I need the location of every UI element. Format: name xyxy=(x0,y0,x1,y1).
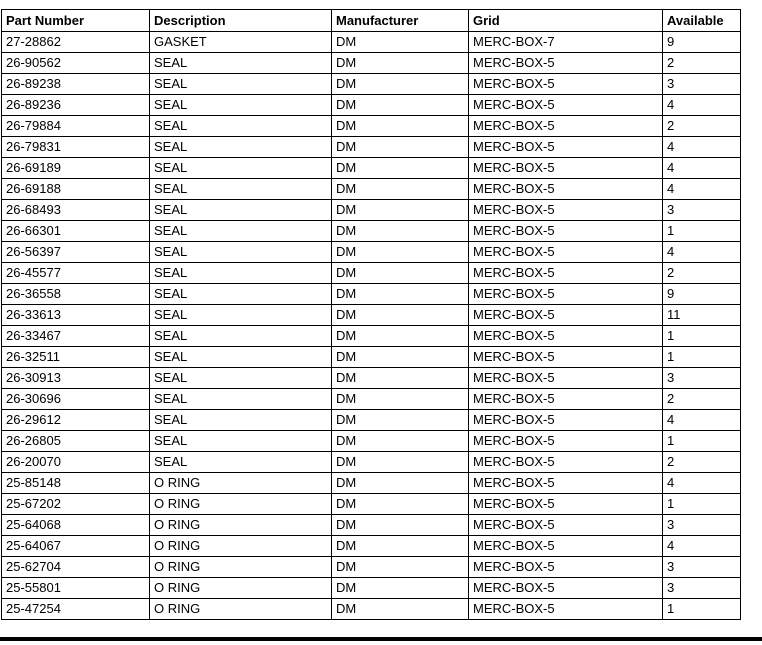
table-body xyxy=(2,32,741,620)
cell-description: O RING xyxy=(150,494,332,515)
cell-manufacturer: DM xyxy=(332,368,469,389)
table-row xyxy=(2,536,741,557)
cell-description: SEAL xyxy=(150,431,332,452)
table-row xyxy=(2,515,741,536)
cell-grid: MERC-BOX-5 xyxy=(469,494,663,515)
header-grid: Grid xyxy=(469,10,663,32)
cell-available: 4 xyxy=(663,242,741,263)
cell-manufacturer: DM xyxy=(332,116,469,137)
cell-available: 3 xyxy=(663,74,741,95)
cell-part-number: 25-64068 xyxy=(2,515,150,536)
cell-grid: MERC-BOX-5 xyxy=(469,74,663,95)
cell-grid: MERC-BOX-5 xyxy=(469,578,663,599)
cell-manufacturer: DM xyxy=(332,599,469,620)
table-row xyxy=(2,368,741,389)
header-description: Description xyxy=(150,10,332,32)
cell-available: 4 xyxy=(663,410,741,431)
cell-part-number: 26-79884 xyxy=(2,116,150,137)
cell-part-number: 26-66301 xyxy=(2,221,150,242)
cell-description: SEAL xyxy=(150,221,332,242)
cell-part-number: 26-89236 xyxy=(2,95,150,116)
cell-grid: MERC-BOX-5 xyxy=(469,305,663,326)
cell-part-number: 25-67202 xyxy=(2,494,150,515)
cell-manufacturer: DM xyxy=(332,137,469,158)
cell-available: 9 xyxy=(663,284,741,305)
cell-manufacturer: DM xyxy=(332,74,469,95)
bottom-rule xyxy=(0,637,762,641)
cell-part-number: 26-56397 xyxy=(2,242,150,263)
cell-part-number: 26-20070 xyxy=(2,452,150,473)
cell-available: 1 xyxy=(663,599,741,620)
cell-description: SEAL xyxy=(150,389,332,410)
table-row xyxy=(2,53,741,74)
cell-description: O RING xyxy=(150,578,332,599)
cell-grid: MERC-BOX-5 xyxy=(469,557,663,578)
cell-manufacturer: DM xyxy=(332,263,469,284)
header-manufacturer: Manufacturer xyxy=(332,10,469,32)
table-row xyxy=(2,305,741,326)
cell-available: 3 xyxy=(663,557,741,578)
cell-description: SEAL xyxy=(150,452,332,473)
cell-available: 4 xyxy=(663,95,741,116)
cell-available: 3 xyxy=(663,368,741,389)
cell-available: 11 xyxy=(663,305,741,326)
cell-part-number: 26-79831 xyxy=(2,137,150,158)
cell-part-number: 26-33613 xyxy=(2,305,150,326)
cell-part-number: 26-30696 xyxy=(2,389,150,410)
cell-part-number: 25-62704 xyxy=(2,557,150,578)
cell-part-number: 26-32511 xyxy=(2,347,150,368)
table-row xyxy=(2,179,741,200)
cell-description: SEAL xyxy=(150,410,332,431)
cell-available: 4 xyxy=(663,137,741,158)
cell-description: SEAL xyxy=(150,200,332,221)
header-part-number: Part Number xyxy=(2,10,150,32)
cell-manufacturer: DM xyxy=(332,515,469,536)
cell-available: 3 xyxy=(663,578,741,599)
table-row xyxy=(2,242,741,263)
cell-manufacturer: DM xyxy=(332,179,469,200)
cell-grid: MERC-BOX-5 xyxy=(469,599,663,620)
table-row xyxy=(2,95,741,116)
cell-part-number: 26-33467 xyxy=(2,326,150,347)
table-row xyxy=(2,263,741,284)
cell-available: 1 xyxy=(663,347,741,368)
cell-description: SEAL xyxy=(150,74,332,95)
cell-grid: MERC-BOX-5 xyxy=(469,200,663,221)
table-row xyxy=(2,158,741,179)
cropped-heading-remnant xyxy=(0,0,762,8)
table-row xyxy=(2,578,741,599)
table-row xyxy=(2,116,741,137)
cell-manufacturer: DM xyxy=(332,221,469,242)
table-row xyxy=(2,221,741,242)
cell-description: GASKET xyxy=(150,32,332,53)
table-row xyxy=(2,452,741,473)
cell-grid: MERC-BOX-5 xyxy=(469,410,663,431)
cell-part-number: 26-45577 xyxy=(2,263,150,284)
cell-grid: MERC-BOX-5 xyxy=(469,452,663,473)
cell-description: SEAL xyxy=(150,242,332,263)
cell-grid: MERC-BOX-5 xyxy=(469,116,663,137)
cell-part-number: 26-26805 xyxy=(2,431,150,452)
cell-description: SEAL xyxy=(150,305,332,326)
cell-part-number: 25-64067 xyxy=(2,536,150,557)
cell-manufacturer: DM xyxy=(332,410,469,431)
cell-description: SEAL xyxy=(150,53,332,74)
cell-available: 9 xyxy=(663,32,741,53)
cell-manufacturer: DM xyxy=(332,200,469,221)
cell-description: SEAL xyxy=(150,368,332,389)
cell-description: SEAL xyxy=(150,263,332,284)
cell-available: 4 xyxy=(663,158,741,179)
cell-part-number: 25-55801 xyxy=(2,578,150,599)
cell-description: SEAL xyxy=(150,95,332,116)
cell-part-number: 26-69188 xyxy=(2,179,150,200)
cell-available: 2 xyxy=(663,263,741,284)
cell-description: SEAL xyxy=(150,326,332,347)
cell-description: SEAL xyxy=(150,284,332,305)
cell-grid: MERC-BOX-5 xyxy=(469,158,663,179)
cell-manufacturer: DM xyxy=(332,578,469,599)
cell-manufacturer: DM xyxy=(332,32,469,53)
table-row xyxy=(2,326,741,347)
cell-grid: MERC-BOX-5 xyxy=(469,473,663,494)
cell-description: O RING xyxy=(150,599,332,620)
parts-table xyxy=(1,9,741,620)
cell-grid: MERC-BOX-5 xyxy=(469,221,663,242)
cell-grid: MERC-BOX-5 xyxy=(469,326,663,347)
cell-description: SEAL xyxy=(150,347,332,368)
cell-grid: MERC-BOX-5 xyxy=(469,95,663,116)
cell-part-number: 27-28862 xyxy=(2,32,150,53)
cell-manufacturer: DM xyxy=(332,473,469,494)
cell-description: SEAL xyxy=(150,158,332,179)
cell-grid: MERC-BOX-5 xyxy=(469,515,663,536)
cell-grid: MERC-BOX-5 xyxy=(469,263,663,284)
cell-manufacturer: DM xyxy=(332,431,469,452)
cell-manufacturer: DM xyxy=(332,95,469,116)
table-row xyxy=(2,200,741,221)
cell-manufacturer: DM xyxy=(332,347,469,368)
cell-grid: MERC-BOX-5 xyxy=(469,368,663,389)
cell-manufacturer: DM xyxy=(332,494,469,515)
cell-manufacturer: DM xyxy=(332,452,469,473)
cell-manufacturer: DM xyxy=(332,305,469,326)
cell-available: 2 xyxy=(663,116,741,137)
table-header-row xyxy=(2,10,741,32)
cell-available: 4 xyxy=(663,473,741,494)
cell-grid: MERC-BOX-5 xyxy=(469,179,663,200)
cell-grid: MERC-BOX-5 xyxy=(469,347,663,368)
cell-available: 4 xyxy=(663,536,741,557)
table-row xyxy=(2,431,741,452)
table-row xyxy=(2,599,741,620)
cell-part-number: 26-30913 xyxy=(2,368,150,389)
cell-grid: MERC-BOX-5 xyxy=(469,53,663,74)
cell-manufacturer: DM xyxy=(332,389,469,410)
cell-available: 1 xyxy=(663,494,741,515)
cell-available: 3 xyxy=(663,515,741,536)
cell-manufacturer: DM xyxy=(332,158,469,179)
cell-grid: MERC-BOX-5 xyxy=(469,137,663,158)
cell-available: 2 xyxy=(663,389,741,410)
table-row xyxy=(2,74,741,95)
cell-grid: MERC-BOX-5 xyxy=(469,389,663,410)
cell-description: O RING xyxy=(150,515,332,536)
cell-grid: MERC-BOX-5 xyxy=(469,242,663,263)
table-row xyxy=(2,347,741,368)
cell-description: SEAL xyxy=(150,137,332,158)
table-row xyxy=(2,284,741,305)
cell-available: 2 xyxy=(663,452,741,473)
table-row xyxy=(2,410,741,431)
cell-part-number: 25-47254 xyxy=(2,599,150,620)
cell-manufacturer: DM xyxy=(332,326,469,347)
cell-available: 1 xyxy=(663,431,741,452)
cell-manufacturer: DM xyxy=(332,53,469,74)
cell-grid: MERC-BOX-5 xyxy=(469,284,663,305)
cell-manufacturer: DM xyxy=(332,557,469,578)
cell-description: O RING xyxy=(150,536,332,557)
cell-available: 3 xyxy=(663,200,741,221)
header-available: Available xyxy=(663,10,741,32)
table-row xyxy=(2,557,741,578)
cell-available: 2 xyxy=(663,53,741,74)
cell-manufacturer: DM xyxy=(332,284,469,305)
cell-part-number: 26-36558 xyxy=(2,284,150,305)
cell-available: 4 xyxy=(663,179,741,200)
cell-part-number: 26-29612 xyxy=(2,410,150,431)
cell-grid: MERC-BOX-5 xyxy=(469,536,663,557)
table-row xyxy=(2,473,741,494)
table-row xyxy=(2,137,741,158)
cell-grid: MERC-BOX-7 xyxy=(469,32,663,53)
cell-part-number: 26-69189 xyxy=(2,158,150,179)
cell-available: 1 xyxy=(663,326,741,347)
cell-part-number: 26-89238 xyxy=(2,74,150,95)
cell-description: O RING xyxy=(150,473,332,494)
cell-part-number: 25-85148 xyxy=(2,473,150,494)
cell-part-number: 26-68493 xyxy=(2,200,150,221)
cell-description: SEAL xyxy=(150,179,332,200)
cell-description: SEAL xyxy=(150,116,332,137)
table-row xyxy=(2,32,741,53)
table-row xyxy=(2,494,741,515)
cell-manufacturer: DM xyxy=(332,536,469,557)
cell-part-number: 26-90562 xyxy=(2,53,150,74)
cell-manufacturer: DM xyxy=(332,242,469,263)
cell-available: 1 xyxy=(663,221,741,242)
cell-grid: MERC-BOX-5 xyxy=(469,431,663,452)
table-row xyxy=(2,389,741,410)
cell-description: O RING xyxy=(150,557,332,578)
